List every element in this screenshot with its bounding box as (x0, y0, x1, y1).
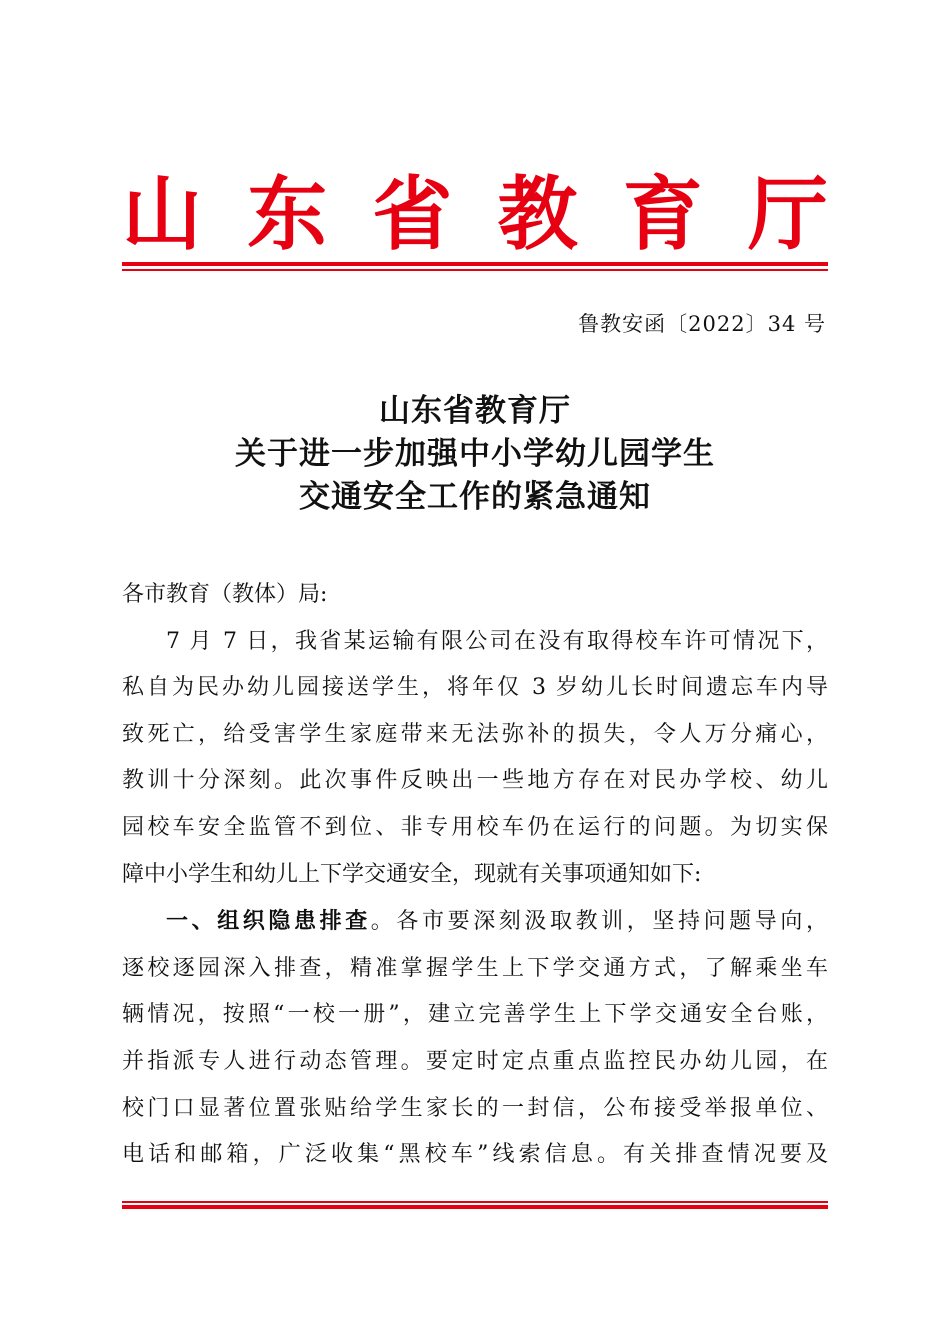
header-rule-thick (122, 262, 828, 266)
document-body (122, 572, 828, 1179)
section-1-line: 辆情况，按照“一校一册”，建立完善学生上下学交通安全台账， (122, 1002, 828, 1028)
section-1-line: 校门口显著位置张贴给学生家长的一封信，公布接受举报单位、 (122, 1095, 828, 1121)
section-1-text: 。各市要深刻汲取教训，坚持问题导向， (370, 909, 828, 935)
masthead (122, 168, 828, 260)
footer-rule-thick (122, 1205, 828, 1209)
masthead-char: 山 (122, 167, 202, 261)
masthead-char: 东 (247, 167, 328, 261)
section-1-line: 逐校逐园深入排查，精准掌握学生上下学交通方式，了解乘坐车 (122, 955, 828, 981)
paragraph-1-line: 教训十分深刻。此次事件反映出一些地方存在对民办学校、幼儿 (122, 768, 828, 794)
section-1-line: 电话和邮箱，广泛收集“黑校车”线索信息。有关排查情况要及 (122, 1142, 828, 1168)
paragraph-1-line: 私自为民办幼儿园接送学生，将年仅 3 岁幼儿长时间遗忘车内导 (122, 675, 828, 701)
paragraph-1-line: 致死亡，给受害学生家庭带来无法弥补的损失，令人万分痛心， (122, 721, 828, 747)
document-title (122, 390, 828, 519)
title-line-1: 山东省教育厅 (379, 393, 571, 429)
section-1-line: 并指派专人进行动态管理。要定时定点重点监控民办幼儿园，在 (122, 1048, 828, 1074)
header-rule-thin (122, 269, 828, 271)
masthead-char: 省 (372, 167, 453, 261)
salutation: 各市教育（教体）局: (122, 582, 328, 607)
section-1-first-line (122, 898, 828, 946)
masthead-char: 教 (497, 167, 578, 261)
document-number: 鲁教安函〔2022〕34 号 (578, 312, 826, 336)
section-1-heading: 一、组织隐患排查 (166, 908, 371, 935)
paragraph-1-line: 7 月 7 日，我省某运输有限公司在没有取得校车许可情况下， (166, 628, 828, 654)
masthead-char: 厅 (747, 167, 828, 261)
paragraph-1-line: 园校车安全监管不到位、非专用校车仍在运行的问题。为切实保 (122, 814, 828, 840)
title-line-2: 关于进一步加强中小学幼儿园学生 (235, 436, 715, 472)
title-line-3: 交通安全工作的紧急通知 (299, 479, 651, 515)
footer-rule-thin (122, 1201, 828, 1203)
masthead-char: 育 (622, 167, 703, 261)
paragraph-1-line: 障中小学生和幼儿上下学交通安全，现就有关事项通知如下: (122, 861, 702, 887)
